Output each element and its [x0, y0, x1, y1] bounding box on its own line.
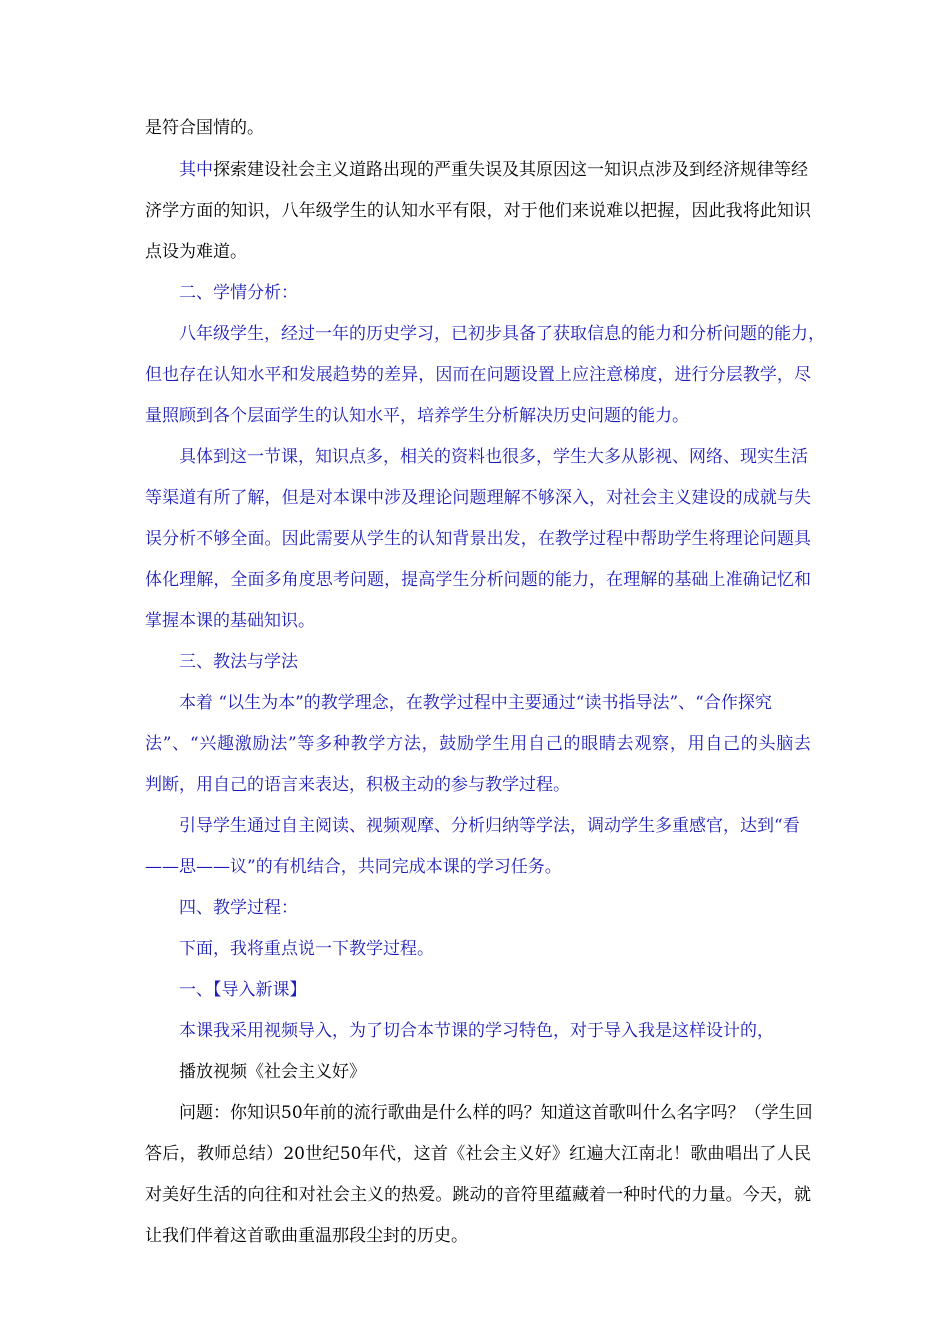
- text-line: 误分析不够全面。因此需要从学生的认知背景出发，在教学过程中帮助学生将理论问题具: [145, 529, 811, 549]
- text-line: 等渠道有所了解，但是对本课中涉及理论问题理解不够深入，对社会主义建设的成就与失: [145, 488, 811, 508]
- text-line: ——思——议”的有机结合，共同完成本课的学习任务。: [145, 857, 562, 877]
- section-heading: 四、教学过程：: [179, 898, 298, 918]
- text-line: 八年级学生，经过一年的历史学习，已初步具备了获取信息的能力和分析问题的能力，: [179, 324, 825, 344]
- section-heading: 三、教法与学法: [179, 652, 298, 672]
- text-line: 本课我采用视频导入，为了切合本节课的学习特色，对于导入我是这样设计的，: [179, 1021, 774, 1041]
- subsection-heading: 一、【导入新课】: [179, 980, 307, 1000]
- text-line: 让我们伴着这首歌曲重温那段尘封的历史。: [145, 1226, 468, 1246]
- text-line: 本着 “以生为本”的教学理念，在教学过程中主要通过“读书指导法”、“合作探究: [179, 693, 772, 713]
- text-line: 济学方面的知识，八年级学生的认知水平有限，对于他们来说难以把握，因此我将此知识: [145, 201, 811, 221]
- text-line: 点设为难道。: [145, 242, 247, 262]
- text-line: 判断，用自己的语言来表达，积极主动的参与教学过程。: [145, 775, 570, 795]
- text-line: 但也存在认知水平和发展趋势的差异，因而在问题设置上应注意梯度，进行分层教学，尽: [145, 365, 811, 385]
- section-heading: 二、学情分析：: [179, 283, 298, 303]
- text-line: 答后，教师总结）20世纪50年代，这首《社会主义好》红遍大江南北！歌曲唱出了人民: [145, 1144, 811, 1164]
- text-line: 是符合国情的。: [145, 118, 264, 138]
- text-line: 下面，我将重点说一下教学过程。: [179, 939, 434, 959]
- text-span: 探索建设社会主义道路出现的严重失误及其原因这一知识点涉及到经济规律等经: [213, 160, 808, 180]
- text-line: 法”、“兴趣激励法”等多种教学方法，鼓励学生用自己的眼睛去观察，用自己的头脑去: [145, 734, 811, 754]
- text-line: 具体到这一节课，知识点多，相关的资料也很多，学生大多从影视、网络、现实生活: [179, 447, 808, 467]
- text-span: 其中: [179, 160, 213, 180]
- text-line: 体化理解，全面多角度思考问题，提高学生分析问题的能力，在理解的基础上准确记忆和: [145, 570, 811, 590]
- text-line: 量照顾到各个层面学生的认知水平，培养学生分析解决历史问题的能力。: [145, 406, 689, 426]
- text-line: 问题：你知识50年前的流行歌曲是什么样的吗？知道这首歌叫什么名字吗？（学生回: [179, 1103, 813, 1123]
- text-line: 对美好生活的向往和对社会主义的热爱。跳动的音符里蕴藏着一种时代的力量。今天，就: [145, 1185, 811, 1205]
- text-line: 引导学生通过自主阅读、视频观摩、分析归纳等学法，调动学生多重感官，达到“看: [179, 816, 800, 836]
- text-line: 掌握本课的基础知识。: [145, 611, 315, 631]
- text-line: 播放视频《社会主义好》: [179, 1062, 366, 1082]
- text-line: [179, 159, 808, 181]
